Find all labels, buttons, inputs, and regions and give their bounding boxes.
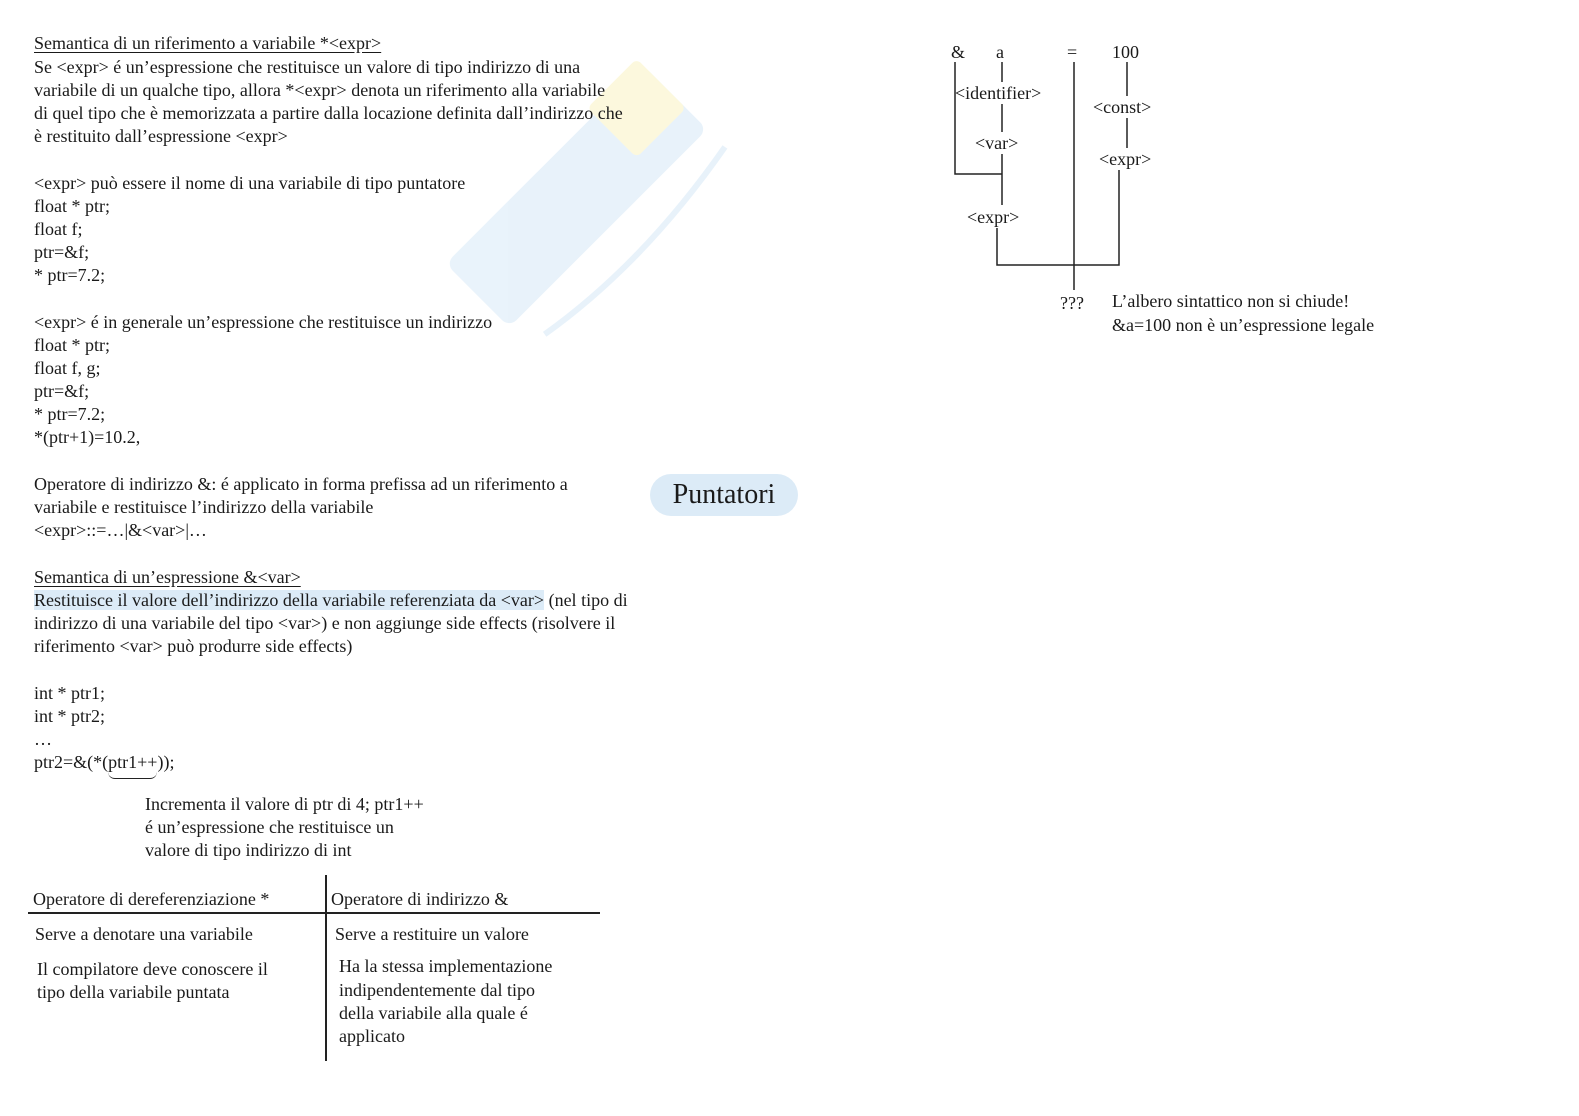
tree-node-var: <var>	[975, 133, 1019, 153]
paragraph-line: variabile di un qualche tipo, allora *<expr> denota un riferimento alla variabile	[34, 80, 606, 100]
example-intro: <expr> é in generale un’espressione che restituisce un indirizzo	[34, 312, 493, 332]
annotation-line: valore di tipo indirizzo di int	[145, 840, 352, 860]
table-cell: Serve a restituire un valore	[335, 924, 529, 944]
table-cell: Ha la stessa implementazione	[339, 956, 553, 976]
tree-token-equals: =	[1067, 42, 1078, 62]
tree-node-identifier: <identifier>	[955, 83, 1042, 103]
code-line: ptr=&f;	[34, 381, 90, 401]
code-text: ptr2=&(*(	[34, 752, 109, 772]
tree-node-const: <const>	[1093, 97, 1152, 117]
table-cell: della variabile alla quale é	[339, 1003, 528, 1023]
table-cell: tipo della variabile puntata	[37, 982, 230, 1002]
example-intro: <expr> può essere il nome di una variabile di tipo puntatore	[34, 173, 466, 193]
paragraph-line: indirizzo di una variabile del tipo <var>) e non aggiunge side effects (risolvere il	[34, 613, 616, 633]
tree-node-expr-left: <expr>	[967, 207, 1020, 227]
address-operator-line: variabile e restituisce l’indirizzo della variabile	[34, 497, 374, 517]
paragraph-line: è restituito dall’espressione <expr>	[34, 126, 288, 146]
tree-note-line: &a=100 non è un’espressione legale	[1112, 315, 1375, 335]
highlighted-text: Restituisce il valore dell’indirizzo della variabile referenziata da <var>	[34, 590, 545, 610]
code-line: *(ptr+1)=10.2,	[34, 427, 141, 447]
table-header-dereference: Operatore di dereferenziazione *	[33, 889, 270, 909]
code-line: float * ptr;	[34, 196, 110, 216]
annotation-line: é un’espressione che restituisce un	[145, 817, 394, 837]
code-text: ));	[157, 752, 175, 772]
paragraph-line: di quel tipo che è memorizzata a partire dalla locazione definita dall’indirizzo che	[34, 103, 623, 123]
tree-note-line: L’albero sintattico non si chiude!	[1112, 291, 1350, 311]
code-line: float * ptr;	[34, 335, 110, 355]
table-cell: Serve a denotare una variabile	[35, 924, 253, 944]
section-heading-address: Semantica di un’espressione &<var>	[34, 567, 301, 587]
topic-badge: Puntatori	[650, 474, 798, 516]
paragraph-line: riferimento <var> può produrre side effects)	[34, 636, 353, 656]
tree-token-ampersand: &	[951, 42, 966, 62]
tree-node-expr-right: <expr>	[1099, 149, 1152, 169]
paragraph-text: (nel tipo di	[544, 590, 628, 610]
annotation-line: Incrementa il valore di ptr di 4; ptr1++	[145, 794, 424, 814]
table-cell: Il compilatore deve conoscere il	[37, 959, 268, 979]
code-line: float f, g;	[34, 358, 101, 378]
table-cell: applicato	[339, 1026, 405, 1046]
code-line: int * ptr1;	[34, 683, 105, 703]
code-line: * ptr=7.2;	[34, 265, 106, 285]
address-operator-line: Operatore di indirizzo &: é applicato in forma prefissa ad un riferimento a	[34, 474, 568, 494]
code-line: int * ptr2;	[34, 706, 105, 726]
tree-token-a: a	[996, 42, 1004, 62]
code-line: …	[34, 729, 52, 749]
section-heading-dereference: Semantica di un riferimento a variabile *<expr>	[34, 33, 382, 53]
tree-token-100: 100	[1112, 42, 1139, 62]
grammar-rule: <expr>::=…|&<var>|…	[34, 520, 207, 540]
table-cell: indipendentemente dal tipo	[339, 980, 535, 1000]
code-line: * ptr=7.2;	[34, 404, 106, 424]
code-line: float f;	[34, 219, 83, 239]
braced-expression: ptr1++	[108, 752, 158, 772]
code-line: ptr=&f;	[34, 242, 90, 262]
tree-node-unknown: ???	[1060, 293, 1084, 313]
paragraph-line: Se <expr> é un’espressione che restituisce un valore di tipo indirizzo di una	[34, 57, 581, 77]
table-header-address: Operatore di indirizzo &	[331, 889, 509, 909]
